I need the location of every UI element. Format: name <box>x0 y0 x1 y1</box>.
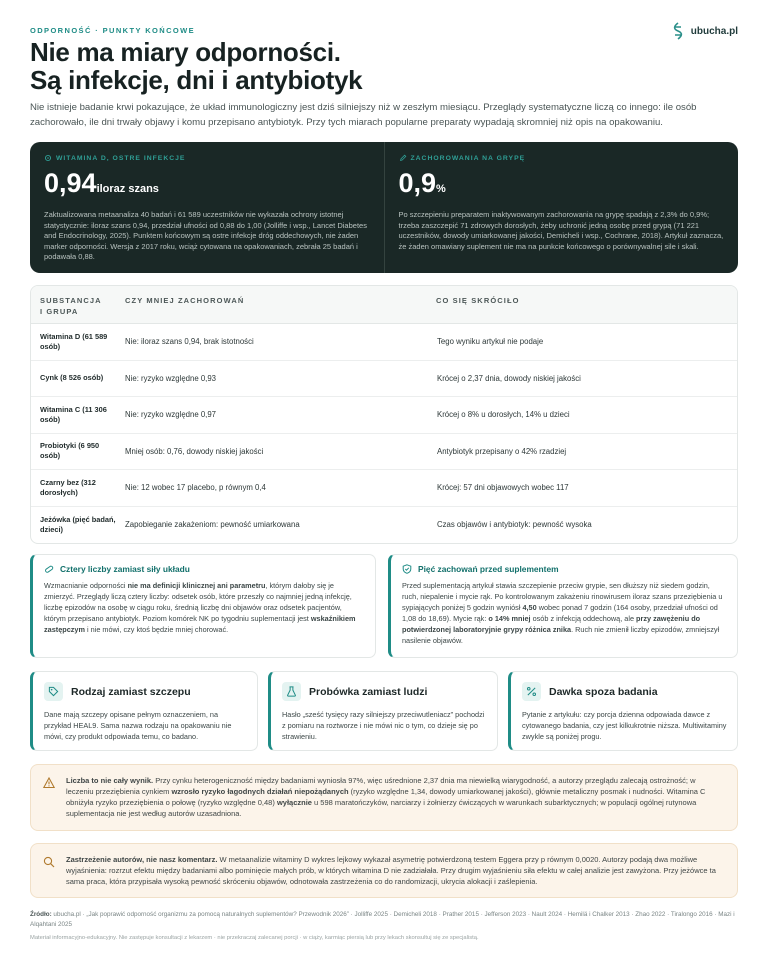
text-emphasis: wskaźnikiem zastępczym <box>44 614 356 634</box>
stats-panel <box>30 142 738 273</box>
note-caveat <box>30 764 738 831</box>
text-run: i nie mówi, czy ktoś będzie mniej chorować. <box>84 625 229 634</box>
text-run: Przy cynku heterogeniczność między badaniami wyniosła 97%, więc uśrednione 2,37 dnia ma niewielką wiarygodność, a autorzy przeglądu zalecają ostrożność; w leczeniu przeziębienia cynkiem <box>66 776 696 796</box>
row-shortened: Antybiotyk przepisany o 42% rzadziej <box>437 446 567 456</box>
text-run: wobec ponad 7 godzin (164 osoby, przedział ufności od 1,08 do 18,69). Mycie rąk: <box>402 603 718 623</box>
stat-vitamin-d <box>30 142 384 273</box>
text-emphasis: Zastrzeżenie autorów, nie nasz komentarz. <box>66 855 218 864</box>
text-emphasis: 4,50 <box>522 603 537 612</box>
card-title: Dawka spoza badania <box>549 685 658 698</box>
text-emphasis: Liczba to nie cały wynik. <box>66 776 154 785</box>
lede-paragraph: Nie istnieje badanie krwi pokazujące, że układ immunologiczny jest dziś silniejszy niż w zeszłym miesiącu. Przeglądy systematyczne liczą co innego: ile osób zachorowało, ile dni trwały objawy i komu przepisano antybiotyk. Przy tych miarach popularne preparaty wypadają skromniej niż opis na opakowaniu. <box>30 102 697 128</box>
row-fewer-infections: Nie: 12 wobec 17 placebo, p równym 0,4 <box>125 483 266 493</box>
row-fewer-infections: Nie: ryzyko względne 0,93 <box>125 373 217 383</box>
eyebrow-label: ODPORNOŚĆ · PUNKTY KOŃCOWE <box>30 26 196 35</box>
stat-label: ZACHOROWANIA NA GRYPĘ <box>410 154 526 162</box>
row-fewer-infections: Nie: ryzyko względne 0,97 <box>125 410 217 420</box>
row-shortened: Krócej o 2,37 dnia, dowody niskiej jakości <box>437 373 581 383</box>
gear-icon <box>44 154 52 162</box>
search-icon <box>43 856 55 868</box>
table-header <box>31 286 737 324</box>
card-body: Dane mają szczepy opisane pełnym oznaczeniem, na przykład HEAL9. Sama nazwa rodzaju na opakowaniu nie mówi, czy produkt odpowiada temu, co badano. <box>44 710 232 741</box>
table-row <box>31 324 737 361</box>
card-title: Pięć zachowań przed suplementem <box>418 564 559 574</box>
title-line-2: Są infekcje, dni i antybiotyk <box>30 65 363 95</box>
stat-unit: iloraz szans <box>96 183 159 195</box>
note-text <box>66 854 723 887</box>
page-title <box>30 38 730 94</box>
row-shortened: Tego wyniku artykuł nie podaje <box>437 337 544 347</box>
stat-value <box>44 168 370 204</box>
text-run: osób z infekcją oddechową, ale <box>530 614 637 623</box>
text-emphasis: przy zawężeniu do potwierdzonej laboratoryjnie grypy różnica znika <box>402 614 701 634</box>
icon-box <box>282 682 301 701</box>
table-row <box>31 434 737 471</box>
table-row <box>31 507 737 544</box>
card-body <box>402 580 727 646</box>
text-run: Wzmacnianie odporności <box>44 581 128 590</box>
row-shortened: Krócej: 57 dni objawowych wobec 117 <box>437 483 569 493</box>
card-genus-not-strain <box>30 671 258 751</box>
stat-number: 0,94 <box>44 168 97 198</box>
stat-description: Zaktualizowana metaanaliza 40 badań i 61 589 uczestników nie wykazała ochrony istotnej statystycznie: iloraz szans 0,94, przedział ufności od 0,88 do 1,00 (Jolliffe i wsp., Lancet Diabetes and Endocrinology, 2025). Punktem końcowym są ostre infekcje dróg oddechowych, nie żaden marker odporności. Wersja z 2017 roku, wciąż cytowana na opakowaniach, zebrała 25 badań i podawała 0,88. <box>44 210 367 261</box>
text-run: . Ruch nie zmienił liczby epizodów, zmniejszył nasilenie objawów. <box>402 625 720 645</box>
title-line-1: Nie ma miary odporności. <box>30 37 341 67</box>
text-run: (ryzyko względne 1,34, dowody umiarkowanej jakości), głównie metaliczny posmak i nudności. Witamina C obniżyła ryzyko przeziębienia o połowę (ryzyko względne 0,48) <box>66 787 706 807</box>
card-body <box>44 580 365 635</box>
icon-box <box>44 682 63 701</box>
source-text: ubucha.pl · „Jak poprawić odporność organizmu za pomocą naturalnych suplementów? Przewodnik 2026” · Jolliffe 2025 · Demicheli 2018 · Prather 2015 · Jefferson 2023 · Nault 2024 · Hemilä i Chalker 2013 · Zhao 2022 · Tiralongo 2016 · Mazi i Alqahtani 2025 <box>30 911 735 928</box>
text-run: , którym dałoby się je zmierzyć. Przeglądy liczą cztery liczby: odsetek osób, które przeszły co najmniej jedną infekcję, liczbę epizodów na osobę w ciągu roku, średnią liczbę dni objawów oraz odsetek pacjentów, którym przepisano antybiotyk. Poziom komórek NK po tygodniu suplementacji jest <box>44 581 352 623</box>
text-run: u 598 maratończyków, narciarzy i żołnierzy ćwiczących w warunkach subarktycznych; w populacji ogólnej rutynowa suplementacja nie jest według autorów uzasadniona. <box>66 798 697 818</box>
card-title: Probówka zamiast ludzi <box>309 685 428 698</box>
card-body: Pytanie z artykułu: czy porcja dzienna odpowiada dawce z cytowanego badania, czy jest kilkukrotnie niższa. Multiwitaminy zwykle są poniżej progu. <box>522 710 727 741</box>
stat-label: WITAMINA D, OSTRE INFEKCJE <box>56 154 186 162</box>
stat-influenza <box>384 142 739 273</box>
text-emphasis: o 14% mniej <box>488 614 531 623</box>
stat-number: 0,9 <box>398 168 437 198</box>
shield-check-icon <box>402 564 412 574</box>
flask-icon <box>286 686 297 697</box>
tag-icon <box>48 686 59 697</box>
stat-value <box>399 168 725 204</box>
text-emphasis: wzrosło ryzyko łagodnych działań niepożądanych <box>171 787 349 796</box>
text-run: Przed suplementacją artykuł stawia szczepienie przeciw grypie, sen dłuższy niż siedem godzin, ruch, niepalenie i mycie rąk. Po kontrolowanym zakażeniu rinowirusem iloraz szans przeziębienia u sypiających poniżej 5 godzin wyniósł <box>402 581 723 612</box>
row-substance: Witamina D (61 589 osób) <box>40 331 108 351</box>
card-body: Hasło „sześć tysięcy razy silniejszy przeciwutleniacz” pochodzi z pomiaru na roztworze i nie mówi nic o tym, co dzieje się po strawieniu. <box>282 710 485 741</box>
row-substance: Czarny bez (312 dorosłych) <box>40 477 96 497</box>
row-substance: Cynk (8 526 osób) <box>40 373 104 383</box>
card-five-behaviours <box>388 554 738 658</box>
evidence-table <box>30 285 738 544</box>
note-text <box>66 775 723 819</box>
note-author-reservation <box>30 843 738 898</box>
text-run: W metaanalizie witaminy D wykres lejkowy wykazał asymetrię potwierdzoną testem Eggera przy p równym 0,0020. Autorzy podają dwa możliwe wyjaśnienia: rozrzut efektu między badaniami albo pominięcie małych prób, w których witamina D nie zadziałała. Przy drugim wyjaśnieniu siła efektu w całej analizie jest zawyżona. Przy jeżówce ta sama praca, która przypisała wysoką pewność skróceniu objawów, odnotowała zastrzeżenia co do randomizacji, ukrycia alokacji i zaślepienia. <box>66 855 716 886</box>
pencil-icon <box>399 154 407 162</box>
column-header-shortened: CO SIĘ SKRÓCIŁO <box>436 296 520 305</box>
source-label: Źródło: <box>30 911 52 918</box>
text-emphasis: wyłącznie <box>276 798 312 807</box>
row-substance: Jeżówka (pięć badań, dzieci) <box>40 514 116 534</box>
card-four-numbers <box>30 554 376 658</box>
row-substance: Probiotyki (6 950 osób) <box>40 441 100 461</box>
percent-icon <box>526 686 537 697</box>
row-substance: Witamina C (11 306 osób) <box>40 404 107 424</box>
source-line <box>30 910 740 929</box>
table-row <box>31 361 737 398</box>
table-row <box>31 397 737 434</box>
text-emphasis: nie ma definicji klinicznej ani parametru <box>127 581 266 590</box>
column-header-substance: SUBSTANCJA I GRUPA <box>40 296 102 316</box>
row-fewer-infections: Nie: iloraz szans 0,94, brak istotności <box>125 337 254 347</box>
card-dose <box>508 671 738 751</box>
row-shortened: Krócej o 8% u dorosłych, 14% u dzieci <box>437 410 570 420</box>
card-test-tube <box>268 671 498 751</box>
icon-box <box>522 682 541 701</box>
row-shortened: Czas objawów i antybiotyk: pewność wysoka <box>437 520 592 530</box>
stat-unit: % <box>436 183 446 195</box>
card-title: Rodzaj zamiast szczepu <box>71 685 191 698</box>
logo-text: ubucha.pl <box>690 25 738 37</box>
card-title: Cztery liczby zamiast siły układu <box>60 564 190 574</box>
pill-icon <box>44 564 54 574</box>
row-fewer-infections: Mniej osób: 0,76, dowody niskiej jakości <box>125 446 264 456</box>
footer-disclaimer: Materiał informacyjno-edukacyjny. Nie zastępuje konsultacji z lekarzem · nie przekraczaj zalecanej porcji · w ciąży, karmiąc piersią lub przy lekach skonsultuj się ze specjalistą. <box>30 935 479 941</box>
stat-description: Po szczepieniu preparatem inaktywowanym zachorowania na grypę spadają z 2,3% do 0,9%; trzeba zaszczepić 71 zdrowych dorosłych, żeby uchronić jedną osobę przed grypą (71 221 uczestników, dowody umiarkowanej jakości, Demicheli i wsp., Cochrane, 2018). Artykuł zaznacza, że żaden omawiany suplement nie ma na punkcie końcowego o porównywalnej sile i skali. <box>398 210 724 251</box>
row-fewer-infections: Zapobieganie zakażeniom: pewność umiarkowana <box>125 520 300 530</box>
table-row <box>31 470 737 507</box>
column-header-fewer-infections: CZY MNIEJ ZACHOROWAŃ <box>125 296 245 305</box>
warning-icon <box>43 777 55 789</box>
